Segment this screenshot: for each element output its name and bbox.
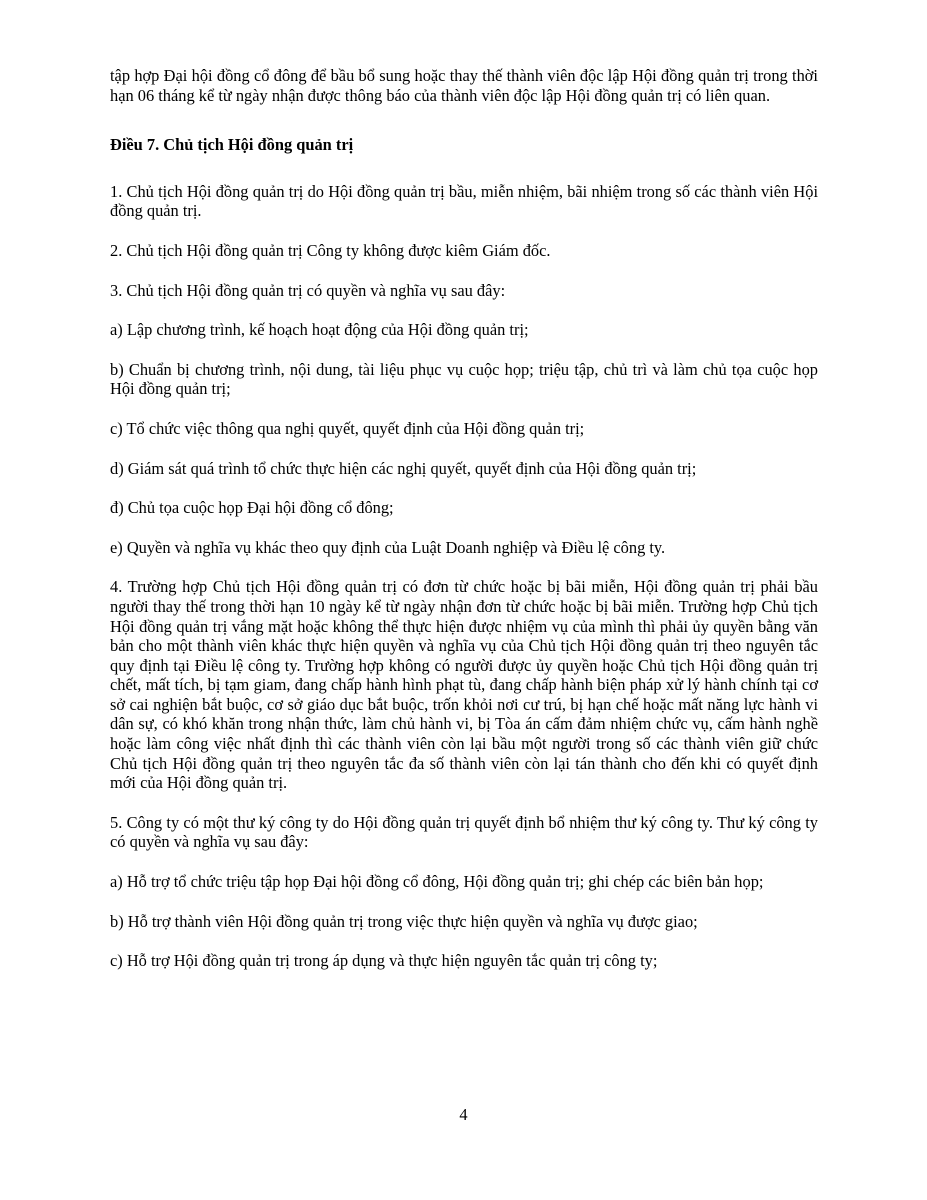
clause-5a: a) Hỗ trợ tổ chức triệu tập họp Đại hội đồng cổ đông, Hội đồng quản trị; ghi chép các biên bản họp; — [110, 872, 764, 892]
clause-4: 4. Trường hợp Chủ tịch Hội đồng quản trị có đơn từ chức hoặc bị bãi miễn, Hội đồng quản trị phải bầu người thay thế trong thời hạn 10 ngày kể từ ngày nhận đơn từ chức hoặc bị bãi miễn. Trường hợp Chủ tịch Hội đồng quản trị vắng mặt hoặc không thể thực hiện được nhiệm vụ của mình thì phải ủy quyền bằng văn bản cho một thành viên khác thực hiện quyền và nghĩa vụ của Chủ tịch Hội đồng quản trị theo nguyên tắc quy định tại Điều lệ công ty. Trường hợp không có người được ủy quyền hoặc Chủ tịch Hội đồng quản trị chết, mất tích, bị tạm giam, đang chấp hành hình phạt tù, đang chấp hành biện pháp xử lý hành chính tại cơ sở cai nghiện bắt buộc, cơ sở giáo dục bắt buộc, trốn khỏi nơi cư trú, bị hạn chế hoặc mất năng lực hành vi dân sự, có khó khăn trong nhận thức, làm chủ hành vi, bị Tòa án cấm đảm nhiệm chức vụ, cấm hành nghề hoặc làm công việc nhất định thì các thành viên còn lại bầu một người trong số các thành viên giữ chức Chủ tịch Hội đồng quản trị theo nguyên tắc đa số thành viên còn lại tán thành cho đến khi có quyết định mới của Hội đồng quản trị. — [110, 577, 818, 793]
article-heading: Điều 7. Chủ tịch Hội đồng quản trị — [110, 135, 354, 155]
clause-1: 1. Chủ tịch Hội đồng quản trị do Hội đồng quản trị bầu, miễn nhiệm, bãi nhiệm trong số các thành viên Hội đồng quản trị. — [110, 181, 818, 221]
page-number: 4 — [459, 1105, 468, 1124]
intro-paragraph: tập hợp Đại hội đồng cổ đông để bầu bổ sung hoặc thay thế thành viên độc lập Hội đồng quản trị trong thời hạn 06 tháng kể từ ngày nhận được thông báo của thành viên độc lập Hội đồng quản trị có liên quan. — [110, 66, 818, 105]
document-body — [110, 66, 818, 991]
clause-3d: d) Giám sát quá trình tổ chức thực hiện các nghị quyết, quyết định của Hội đồng quản trị; — [110, 458, 697, 478]
clause-3a: a) Lập chương trình, kế hoạch hoạt động của Hội đồng quản trị; — [110, 320, 529, 340]
clause-3: 3. Chủ tịch Hội đồng quản trị có quyền và nghĩa vụ sau đây: — [110, 280, 506, 300]
clause-2: 2. Chủ tịch Hội đồng quản trị Công ty không được kiêm Giám đốc. — [110, 240, 551, 260]
clause-3b: b) Chuẩn bị chương trình, nội dung, tài liệu phục vụ cuộc họp; triệu tập, chủ trì và làm chủ tọa cuộc họp Hội đồng quản trị; — [110, 359, 818, 399]
clause-5c: c) Hỗ trợ Hội đồng quản trị trong áp dụng và thực hiện nguyên tắc quản trị công ty; — [110, 951, 658, 971]
clause-3dd: đ) Chủ tọa cuộc họp Đại hội đồng cổ đông; — [110, 498, 394, 518]
clause-3c: c) Tổ chức việc thông qua nghị quyết, quyết định của Hội đồng quản trị; — [110, 418, 585, 438]
clause-5b: b) Hỗ trợ thành viên Hội đồng quản trị trong việc thực hiện quyền và nghĩa vụ được giao; — [110, 911, 698, 931]
clause-5: 5. Công ty có một thư ký công ty do Hội đồng quản trị quyết định bổ nhiệm thư ký công ty. Thư ký công ty có quyền và nghĩa vụ sau đây: — [110, 812, 818, 852]
clause-3e: e) Quyền và nghĩa vụ khác theo quy định của Luật Doanh nghiệp và Điều lệ công ty. — [110, 537, 666, 557]
